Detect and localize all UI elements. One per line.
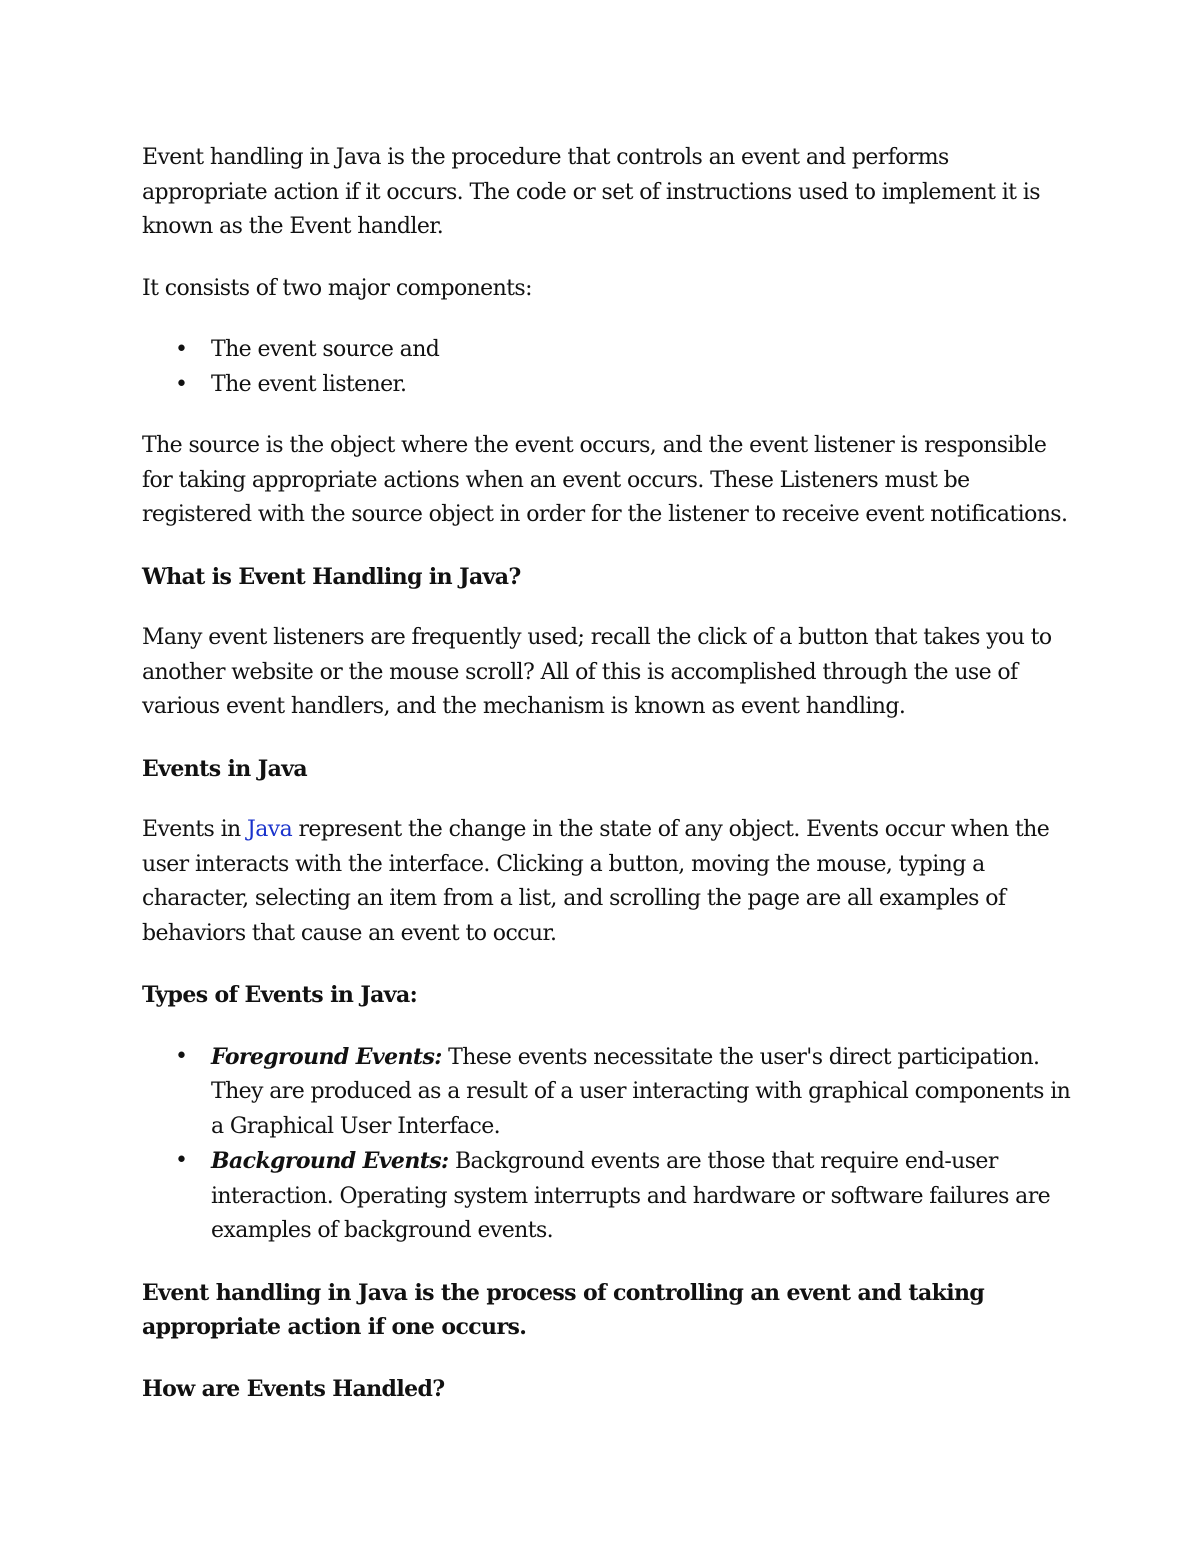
source-paragraph: The source is the object where the event occurs, and the event listener is responsible for taking appropriate actions when an event occurs. These Listeners must be registered with the source object in order for the listener to receive event notifications. [142,433,1068,527]
background-events-text: Background events are those that require end-user interaction. Operating system interrupts and hardware or software failures are examples of background events. [211,1149,1051,1243]
components-intro: It consists of two major components: [142,275,532,301]
heading-how-are-events-handled: How are Events Handled? [142,1375,445,1402]
events-text-start: Events in [142,817,247,842]
heading-what-is-event-handling: What is Event Handling in Java? [142,563,521,590]
events-text-rest: represent the change in the state of any object. Events occur when the user interacts with the interface. Clicking a button, moving the mouse, typing a character, selecting an item from a list, and scrolling the page are all examples of behaviors that cause an event to occur. [142,817,1050,946]
foreground-events-text: These events necessitate the user's direct participation. They are produced as a result of a user interacting with graphical components in a Graphical User Interface. [211,1044,1071,1139]
foreground-events-label: Foreground Events: [211,1043,442,1070]
background-events-label: Background Events: [211,1148,449,1174]
list-item-background-events [211,1144,1072,1249]
event-types-list [142,1040,1072,1249]
bold-statement: Event handling in Java is the process of controlling an event and taking appropriate action if one occurs. [142,1279,985,1340]
events-paragraph [142,813,1072,951]
document-page [142,141,1072,1433]
list-item-event-source: • The event source and [211,333,1072,368]
heading-events-in-java: Events in Java [142,755,308,782]
heading-types-of-events: Types of Events in Java: [142,982,418,1008]
list-item-foreground-events [211,1040,1072,1145]
what-paragraph: Many event listeners are frequently used; recall the click of a button that takes you to another website or the mouse scroll? All of this is accomplished through the use of various event handlers, and the mechanism is known as event handling. [142,625,1052,719]
list-item-event-listener: • The event listener. [211,368,1072,403]
intro-paragraph: Event handling in Java is the procedure that controls an event and performs appropriate action if it occurs. The code or set of instructions used to implement it is known as the Event handler. [142,145,1040,239]
components-list [142,333,1072,402]
java-link[interactable]: Java [247,817,293,842]
